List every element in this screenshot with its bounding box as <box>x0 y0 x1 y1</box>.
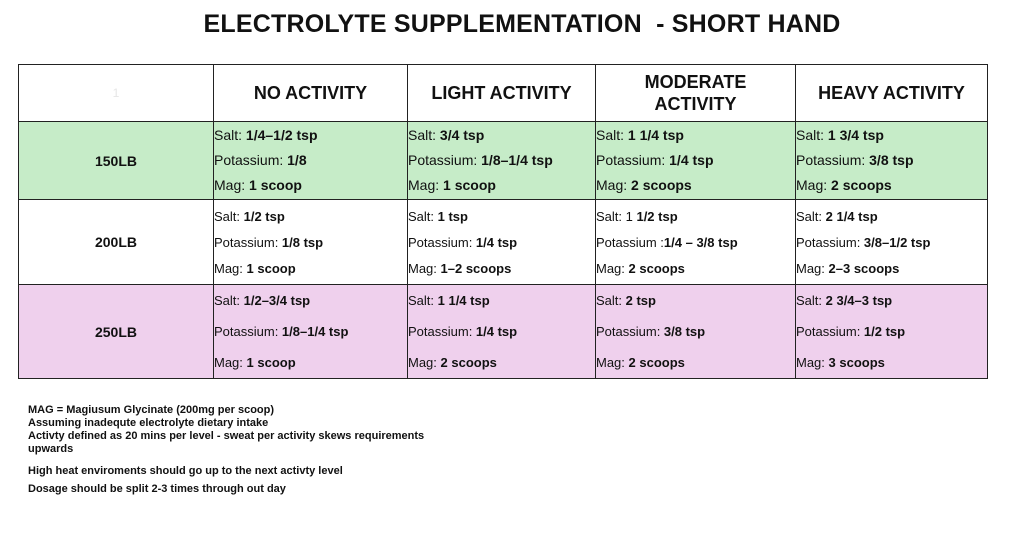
mag-dose-line <box>796 256 987 282</box>
header-moderate-activity: MODERATE ACTIVITY <box>596 65 796 122</box>
header-light-activity: LIGHT ACTIVITY <box>408 65 596 122</box>
mag-dose-line <box>796 173 987 198</box>
mag-dose-line <box>408 347 595 378</box>
mag-dose-line <box>408 256 595 282</box>
potassium-value: 1/2 tsp <box>863 324 906 339</box>
footnotes <box>28 404 448 496</box>
potassium-value: 3/8–1/2 tsp <box>863 235 931 250</box>
row-label-250lb: 250LB <box>19 285 214 379</box>
row-label-150lb: 150LB <box>19 122 214 200</box>
salt-dose-line <box>796 204 987 230</box>
mag-value: 2 scoops <box>831 177 892 193</box>
salt-dose-line <box>214 204 407 230</box>
potassium-dose-line <box>408 230 595 256</box>
potassium-value: 3/8 tsp <box>869 152 914 168</box>
potassium-value: 1/4 – 3/8 tsp <box>663 235 738 250</box>
salt-dose-line <box>796 285 987 316</box>
mag-value: 2–3 scoops <box>828 261 900 276</box>
salt-dose-line <box>596 285 795 316</box>
mag-dose-line <box>596 173 795 198</box>
potassium-label: Potassium: <box>408 235 476 250</box>
mag-value: 1 scoop <box>443 177 496 193</box>
mag-label: Mag: <box>596 261 629 276</box>
header-no-activity: NO ACTIVITY <box>214 65 408 122</box>
salt-value: 2 1/4 tsp <box>825 209 878 224</box>
salt-dose-line <box>796 123 987 148</box>
salt-label: Salt: <box>408 209 438 224</box>
mag-label: Mag: <box>408 177 444 193</box>
potassium-value: 1/4 tsp <box>475 324 518 339</box>
potassium-dose-line <box>596 148 795 173</box>
salt-label: Salt: <box>408 293 438 308</box>
dose-cell-150lb-light-activity <box>408 122 596 200</box>
mag-value: 2 scoops <box>631 177 692 193</box>
potassium-label: Potassium: <box>408 324 476 339</box>
potassium-value: 1/4 tsp <box>475 235 518 250</box>
salt-dose-line <box>408 204 595 230</box>
header-heavy-activity: HEAVY ACTIVITY <box>796 65 988 122</box>
potassium-dose-line <box>408 316 595 347</box>
salt-label: Salt: <box>214 127 246 143</box>
salt-label: Salt: <box>408 127 440 143</box>
potassium-value: 1/4 tsp <box>669 152 714 168</box>
note-activity-definition: Activty defined as 20 mins per level - sweat per activity skews requirements upwards <box>28 430 425 455</box>
mag-label: Mag: <box>796 261 829 276</box>
salt-label: Salt: <box>596 293 626 308</box>
salt-value: 1 1/4 tsp <box>627 127 684 143</box>
potassium-dose-line <box>408 148 595 173</box>
potassium-dose-line <box>596 230 795 256</box>
potassium-dose-line <box>796 148 987 173</box>
note-high-heat: High heat enviroments should go up to the next activty level <box>28 465 343 477</box>
salt-label: Salt: <box>214 209 244 224</box>
salt-value: 1 1/4 tsp <box>437 293 490 308</box>
salt-dose-line <box>408 123 595 148</box>
potassium-value: 1/8–1/4 tsp <box>281 324 349 339</box>
salt-value: 3/4 tsp <box>439 127 485 143</box>
salt-value: 1 3/4 tsp <box>827 127 884 143</box>
row-label-200lb: 200LB <box>19 200 214 285</box>
dose-cell-150lb-moderate-activity <box>596 122 796 200</box>
corner-cell: 1 <box>19 65 214 122</box>
mag-value: 2 scoops <box>628 355 685 370</box>
dose-cell-200lb-moderate-activity <box>596 200 796 285</box>
mag-label: Mag: <box>214 355 247 370</box>
mag-label: Mag: <box>796 177 832 193</box>
mag-value: 2 scoops <box>628 261 685 276</box>
potassium-label: Potassium: <box>214 235 282 250</box>
mag-value: 1 scoop <box>246 261 296 276</box>
note-dosage-split: Dosage should be split 2-3 times through out day <box>28 483 286 495</box>
mag-label: Mag: <box>796 355 829 370</box>
table-row-250lb <box>19 285 988 379</box>
mag-value: 2 scoops <box>440 355 497 370</box>
mag-value: 1 scoop <box>246 355 296 370</box>
salt-label: Salt: 1 <box>596 209 637 224</box>
mag-label: Mag: <box>408 261 441 276</box>
salt-dose-line <box>214 285 407 316</box>
salt-value: 1 tsp <box>437 209 468 224</box>
dose-cell-250lb-heavy-activity <box>796 285 988 379</box>
salt-label: Salt: <box>596 127 628 143</box>
potassium-dose-line <box>796 230 987 256</box>
potassium-dose-line <box>214 316 407 347</box>
note-mag-definition: MAG = Magiusum Glycinate (200mg per scoop) <box>28 404 275 416</box>
salt-value: 1/4–1/2 tsp <box>245 127 318 143</box>
dose-cell-250lb-light-activity <box>408 285 596 379</box>
dose-cell-250lb-moderate-activity <box>596 285 796 379</box>
electrolyte-table <box>18 64 988 379</box>
salt-value: 1/2 tsp <box>636 209 678 224</box>
table-header-row <box>19 65 988 122</box>
note-dietary-intake: Assuming inadequte electrolyte dietary intake <box>28 417 269 429</box>
potassium-value: 3/8 tsp <box>663 324 706 339</box>
mag-dose-line <box>596 256 795 282</box>
potassium-dose-line <box>796 316 987 347</box>
mag-dose-line <box>596 347 795 378</box>
potassium-dose-line <box>214 230 407 256</box>
mag-label: Mag: <box>214 261 247 276</box>
potassium-label: Potassium: <box>408 152 482 168</box>
mag-label: Mag: <box>214 177 250 193</box>
salt-dose-line <box>408 285 595 316</box>
dose-cell-200lb-light-activity <box>408 200 596 285</box>
salt-dose-line <box>596 204 795 230</box>
potassium-label: Potassium: <box>214 152 288 168</box>
dose-cell-150lb-no-activity <box>214 122 408 200</box>
mag-dose-line <box>214 347 407 378</box>
mag-dose-line <box>214 256 407 282</box>
potassium-label: Potassium: <box>596 152 670 168</box>
table-row-200lb <box>19 200 988 285</box>
mag-dose-line <box>796 347 987 378</box>
dose-cell-150lb-heavy-activity <box>796 122 988 200</box>
dose-cell-200lb-no-activity <box>214 200 408 285</box>
potassium-label: Potassium: <box>796 324 864 339</box>
salt-label: Salt: <box>214 293 244 308</box>
potassium-label: Potassium: <box>596 324 664 339</box>
salt-value: 1/2–3/4 tsp <box>243 293 311 308</box>
salt-label: Salt: <box>796 127 828 143</box>
potassium-label: Potassium: <box>796 152 870 168</box>
potassium-label: Potassium: <box>214 324 282 339</box>
potassium-label: Potassium : <box>596 235 664 250</box>
dose-cell-200lb-heavy-activity <box>796 200 988 285</box>
potassium-value: 1/8 tsp <box>281 235 324 250</box>
mag-value: 3 scoops <box>828 355 885 370</box>
page-title: ELECTROLYTE SUPPLEMENTATION - SHORT HAND <box>203 10 841 38</box>
salt-dose-line <box>596 123 795 148</box>
salt-value: 1/2 tsp <box>243 209 285 224</box>
dose-cell-250lb-no-activity <box>214 285 408 379</box>
mag-label: Mag: <box>596 355 629 370</box>
salt-value: 2 3/4–3 tsp <box>825 293 893 308</box>
potassium-value: 1/8–1/4 tsp <box>481 152 553 168</box>
potassium-value: 1/8 <box>287 152 307 168</box>
salt-dose-line <box>214 123 407 148</box>
mag-dose-line <box>408 173 595 198</box>
mag-value: 1–2 scoops <box>440 261 512 276</box>
salt-label: Salt: <box>796 209 826 224</box>
salt-value: 2 tsp <box>625 293 656 308</box>
potassium-dose-line <box>214 148 407 173</box>
mag-label: Mag: <box>596 177 632 193</box>
salt-label: Salt: <box>796 293 826 308</box>
potassium-dose-line <box>596 316 795 347</box>
mag-dose-line <box>214 173 407 198</box>
mag-value: 1 scoop <box>249 177 302 193</box>
potassium-label: Potassium: <box>796 235 864 250</box>
mag-label: Mag: <box>408 355 441 370</box>
table-row-150lb <box>19 122 988 200</box>
